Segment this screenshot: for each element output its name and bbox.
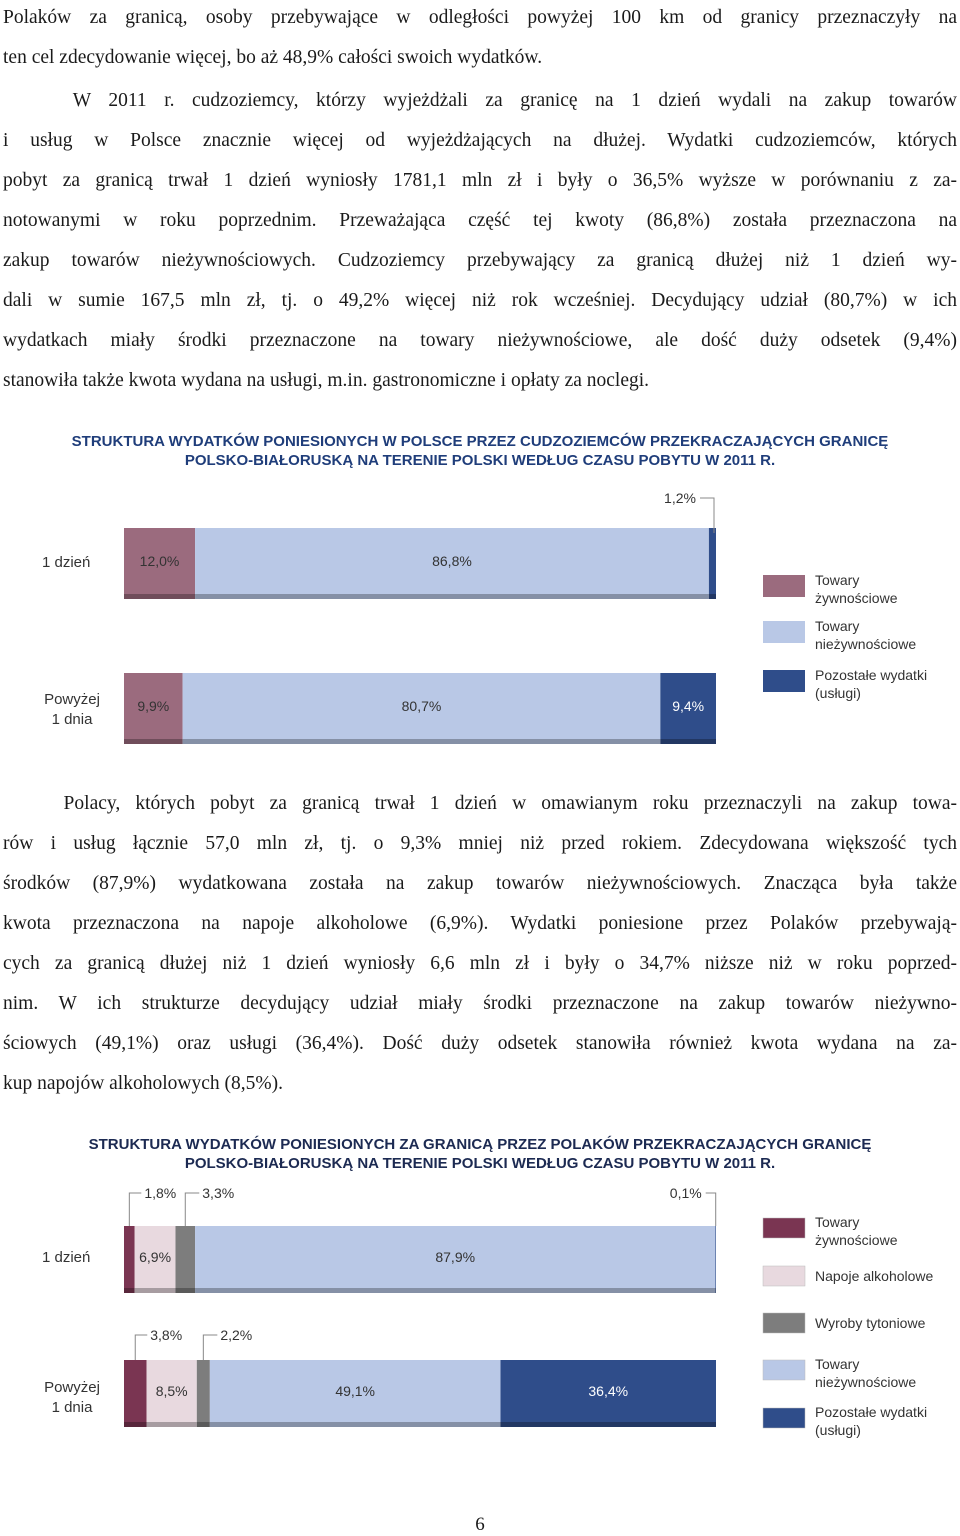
chart2-bar-segment-edge bbox=[501, 1422, 716, 1427]
paragraph-1 bbox=[3, 0, 957, 78]
chart2-row2-label: Powyżej bbox=[44, 1379, 100, 1396]
chart2-callout-line bbox=[203, 1335, 217, 1360]
chart1-bar-segment-edge bbox=[195, 594, 709, 599]
text-line: stanowiła także kwota wydana na usługi, m.in. gastronomiczne i opłaty za noclegi. bbox=[3, 370, 650, 391]
paragraph-2 bbox=[3, 81, 957, 401]
chart2-row2-label: 1 dnia bbox=[51, 1399, 93, 1416]
chart1-callout-line bbox=[700, 498, 714, 533]
chart1-row2-label: Powyżej bbox=[44, 691, 100, 708]
chart1-legend-label: Towary bbox=[815, 618, 860, 634]
chart2-heading-line1: STRUKTURA WYDATKÓW PONIESIONYCH ZA GRANICĄ PRZEZ POLAKÓW PRZEKRACZAJĄCYCH GRANICĘ bbox=[88, 1136, 872, 1153]
chart2-legend-label: Napoje alkoholowe bbox=[815, 1268, 934, 1284]
chart2-legend-swatch bbox=[763, 1313, 805, 1333]
chart2-callout-label: 1,8% bbox=[144, 1185, 177, 1201]
chart2-bar-segment bbox=[124, 1360, 146, 1422]
chart1-row2-label: 1 dnia bbox=[51, 711, 93, 728]
chart2-legend-label: żywnościowe bbox=[815, 1232, 898, 1248]
chart1-bar-segment-edge bbox=[660, 739, 716, 744]
chart2-data-label: 6,9% bbox=[139, 1249, 172, 1265]
chart1-bar-segment-edge bbox=[709, 594, 716, 599]
text-line: Polaków za granicą, osoby przebywające w odległości powyżej 100 km od granicy przeznaczyły na bbox=[3, 7, 957, 28]
chart1-legend-label: Towary bbox=[815, 572, 860, 588]
chart2-legend-swatch bbox=[763, 1408, 805, 1428]
chart1-legend-swatch bbox=[763, 621, 805, 643]
chart1-data-label: 80,7% bbox=[401, 698, 442, 714]
chart1-data-label: 9,9% bbox=[137, 698, 170, 714]
text-line: pobyt za granicą trwał 1 dzień wyniosły 1781,1 mln zł i były o 36,5% wyższe w porównaniu z za- bbox=[3, 170, 957, 191]
chart2-callout-line bbox=[135, 1335, 147, 1360]
chart1-heading bbox=[0, 432, 960, 470]
chart1-data-label: 86,8% bbox=[432, 553, 472, 569]
chart2-bar-segment-edge bbox=[124, 1422, 146, 1427]
chart1-legend-label: nieżywnościowe bbox=[815, 636, 917, 652]
chart1-row1-label: 1 dzień bbox=[42, 554, 91, 571]
chart2-legend-label: Towary bbox=[815, 1214, 860, 1230]
chart2-legend-label: (usługi) bbox=[815, 1422, 861, 1438]
page-number: 6 bbox=[475, 1514, 485, 1535]
chart2-legend-swatch bbox=[763, 1360, 805, 1380]
chart2-legend-swatch bbox=[763, 1266, 805, 1286]
chart2-bar-segment bbox=[197, 1360, 210, 1422]
chart1-bar-segment-edge bbox=[183, 739, 661, 744]
text-line: nim. W ich strukturze decydujący udział miały środki przeznaczone na zakup towarów nieżywno- bbox=[3, 993, 957, 1014]
chart1-data-label: 9,4% bbox=[672, 698, 705, 714]
text-line: i usług w Polsce znacznie więcej od wyjeżdżających na dłużej. Wydatki cudzoziemców, których bbox=[3, 130, 957, 151]
chart1-callout-label: 1,2% bbox=[664, 490, 696, 506]
chart2-legend-label: Pozostałe wydatki bbox=[815, 1404, 928, 1420]
chart2-bar-segment-edge bbox=[124, 1288, 135, 1293]
text-line: dali w sumie 167,5 mln zł, tj. o 49,2% więcej niż rok wcześniej. Decydujący udział (80,7%) w ich bbox=[3, 290, 957, 311]
chart1-bar-segment-edge bbox=[124, 594, 195, 599]
chart1-legend-label: Pozostałe wydatki bbox=[815, 667, 928, 683]
text-line: ściowych (49,1%) oraz usługi (36,4%). Dość duży odsetek stanowiła również kwota wydana na za- bbox=[3, 1033, 957, 1054]
text-line: notowanymi w roku poprzednim. Przeważająca część tej kwoty (86,8%) została przeznaczona na bbox=[3, 210, 957, 231]
chart2-data-label: 8,5% bbox=[155, 1383, 188, 1399]
chart2-bar-segment-edge bbox=[715, 1288, 716, 1293]
text-line: kwota przeznaczona na napoje alkoholowe (6,9%). Wydatki poniesione przez Polaków przebywają- bbox=[3, 913, 957, 934]
text-line: ten cel zdecydowanie więcej, bo aż 48,9% całości swoich wydatków. bbox=[3, 47, 543, 68]
chart1-bar-segment-edge bbox=[124, 739, 183, 744]
chart1-legend-swatch bbox=[763, 670, 805, 692]
chart2-bar-segment bbox=[715, 1226, 716, 1288]
chart2-bar-segment-edge bbox=[210, 1422, 501, 1427]
text-line: zakup towarów nieżywnościowych. Cudzoziemcy przebywający za granicą dłużej niż 1 dzień wy- bbox=[3, 250, 957, 271]
text-line: wydatkach miały środki przeznaczone na towary nieżywnościowe, ale dość duży odsetek (9,4%) bbox=[3, 330, 957, 351]
chart2-legend-swatch bbox=[763, 1218, 805, 1238]
chart2-bar-segment-edge bbox=[195, 1288, 715, 1293]
chart2-legend-label: Towary bbox=[815, 1356, 860, 1372]
chart2-bar-segment-edge bbox=[146, 1422, 196, 1427]
chart1-heading-line2: POLSKO-BIAŁORUSKĄ NA TERENIE POLSKI WEDŁUG CZASU POBYTU W 2011 R. bbox=[184, 452, 776, 469]
chart2-bar-segment-edge bbox=[197, 1422, 210, 1427]
chart2-callout-line bbox=[185, 1193, 199, 1226]
text-line: Polacy, których pobyt za granicą trwał 1 dzień w omawianym roku przeznaczyli na zakup towa- bbox=[3, 793, 957, 814]
chart2-bar-segment bbox=[176, 1226, 196, 1288]
chart2-data-label: 87,9% bbox=[435, 1249, 476, 1265]
text-line: rów i usług łącznie 57,0 mln zł, tj. o 9,3% mniej niż przed rokiem. Zdecydowana większość tych bbox=[3, 833, 957, 854]
chart2-callout-line bbox=[129, 1193, 141, 1226]
chart2-legend-label: Wyroby tytoniowe bbox=[815, 1315, 926, 1331]
chart2-stacked-bar bbox=[0, 1180, 960, 1470]
chart2-row1-label: 1 dzień bbox=[42, 1249, 91, 1266]
chart2-callout-label: 3,3% bbox=[202, 1185, 235, 1201]
chart1-legend-label: żywnościowe bbox=[815, 590, 898, 606]
chart2-heading bbox=[0, 1135, 960, 1173]
chart2-data-label: 36,4% bbox=[588, 1383, 629, 1399]
chart1-data-label: 12,0% bbox=[139, 553, 180, 569]
chart2-callout-label: 2,2% bbox=[220, 1327, 253, 1343]
paragraph-3 bbox=[3, 784, 957, 1104]
chart1-stacked-bar bbox=[0, 478, 960, 768]
chart1-legend-swatch bbox=[763, 575, 805, 597]
chart2-heading-line2: POLSKO-BIAŁORUSKĄ NA TERENIE POLSKI WEDŁUG CZASU POBYTU W 2011 R. bbox=[184, 1155, 776, 1172]
chart2-bar-segment-edge bbox=[176, 1288, 196, 1293]
chart1-heading-line1: STRUKTURA WYDATKÓW PONIESIONYCH W POLSCE PRZEZ CUDZOZIEMCÓW PRZEKRACZAJĄCYCH GRANICĘ bbox=[71, 433, 889, 450]
chart1-bar-segment bbox=[709, 528, 716, 594]
chart2-callout-line bbox=[706, 1193, 716, 1226]
text-line: środków (87,9%) wydatkowana została na zakup towarów nieżywnościowych. Znacząca była także bbox=[3, 873, 957, 894]
text-line: W 2011 r. cudzoziemcy, którzy wyjeżdżali za granicę na 1 dzień wydali na zakup towarów bbox=[3, 90, 957, 111]
chart2-callout-label: 3,8% bbox=[150, 1327, 183, 1343]
text-line: kup napojów alkoholowych (8,5%). bbox=[3, 1073, 283, 1094]
text-line: cych za granicą dłużej niż 1 dzień wyniosły 6,6 mln zł i były o 34,7% niższe niż w roku poprzed- bbox=[3, 953, 957, 974]
chart1-legend-label: (usługi) bbox=[815, 685, 861, 701]
chart2-bar-segment-edge bbox=[135, 1288, 176, 1293]
chart2-callout-label: 0,1% bbox=[669, 1185, 702, 1201]
chart2-legend-label: nieżywnościowe bbox=[815, 1374, 917, 1390]
chart2-bar-segment bbox=[124, 1226, 135, 1288]
chart2-data-label: 49,1% bbox=[335, 1383, 376, 1399]
